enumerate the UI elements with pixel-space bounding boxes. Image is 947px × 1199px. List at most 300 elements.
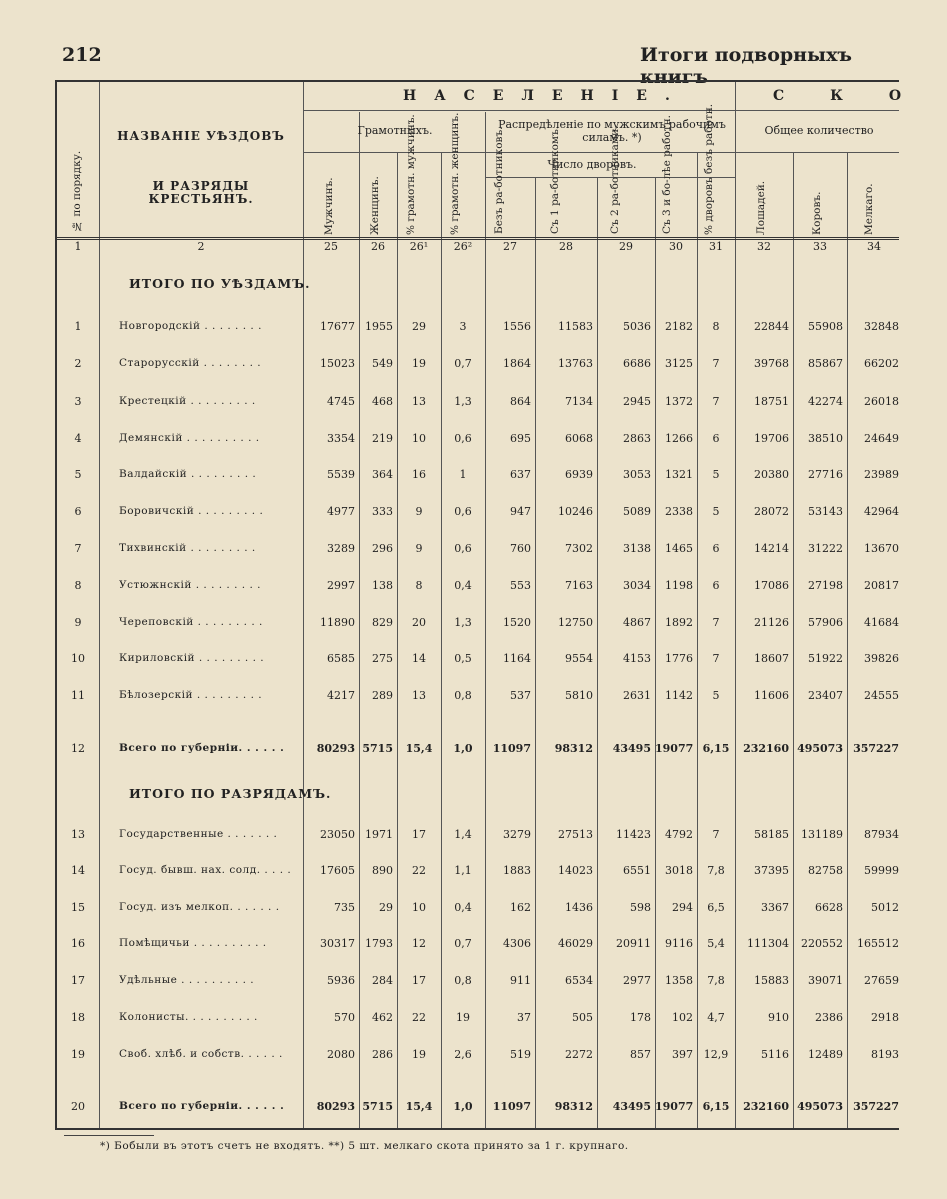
table-cell: 20817 — [864, 579, 899, 592]
table-cell: 1793 — [365, 937, 393, 950]
table-cell: 6534 — [565, 974, 593, 987]
col-number: 28 — [559, 240, 573, 253]
section-title-uezd: ИТОГО ПО УѢЗДАМЪ. — [129, 276, 311, 291]
header-total-qty: Общее количество — [764, 124, 874, 137]
table-cell: 38510 — [808, 432, 843, 445]
table-cell: 1864 — [503, 357, 531, 370]
table-cell: 1971 — [365, 828, 393, 841]
table-cell: 1142 — [665, 689, 693, 702]
table-cell: 1,0 — [453, 742, 473, 755]
table-cell: 80293 — [316, 1100, 355, 1113]
table-cell: 910 — [768, 1011, 789, 1024]
table-cell: 289 — [372, 689, 393, 702]
table-cell: 4745 — [327, 395, 355, 408]
table-cell: 0,7 — [454, 357, 472, 370]
table-cell: 2,6 — [454, 1048, 472, 1061]
table-cell: 1520 — [503, 616, 531, 629]
table-cell: 6939 — [565, 468, 593, 481]
row-number: 5 — [74, 468, 82, 481]
table-cell: 27659 — [864, 974, 899, 987]
table-cell: 0,6 — [454, 542, 472, 555]
row-name: Кириловскій . . . . . . . . . — [119, 652, 265, 664]
table-cell: 695 — [510, 432, 531, 445]
row-name: Тихвинскій . . . . . . . . . — [119, 542, 256, 554]
table-cell: 333 — [372, 505, 393, 518]
table-cell: 55908 — [808, 320, 843, 333]
header-pct-men: % грамотн. мужчинъ. — [405, 114, 417, 235]
header-name-line2: И РАЗРЯДЫ КРЕСТЬЯНЪ. — [148, 179, 254, 206]
table-cell: 39071 — [808, 974, 843, 987]
row-number: 15 — [71, 901, 85, 914]
table-cell: 18751 — [754, 395, 789, 408]
table-cell: 19 — [412, 357, 426, 370]
table-cell: 41684 — [864, 616, 899, 629]
table-cell: 911 — [510, 974, 531, 987]
header-cows: Коровъ. — [811, 191, 823, 235]
table-cell: 39826 — [864, 652, 899, 665]
col-number: 30 — [669, 240, 683, 253]
table-cell: 26018 — [864, 395, 899, 408]
table-cell: 570 — [334, 1011, 355, 1024]
table-cell: 10 — [412, 432, 426, 445]
table-cell: 82758 — [808, 864, 843, 877]
table-cell: 735 — [334, 901, 355, 914]
table-cell: 6,15 — [702, 1100, 730, 1113]
table-cell: 9 — [415, 505, 423, 518]
table-cell: 10 — [412, 901, 426, 914]
table-cell: 42274 — [808, 395, 843, 408]
row-name: Крестецкій . . . . . . . . . — [119, 395, 256, 407]
table-cell: 5 — [712, 468, 720, 481]
table-cell: 5715 — [362, 1100, 393, 1113]
table-cell: 1372 — [665, 395, 693, 408]
table-cell: 2997 — [327, 579, 355, 592]
table-cell: 357227 — [853, 1100, 899, 1113]
table-cell: 0,5 — [454, 652, 472, 665]
table-cell: 17 — [412, 974, 426, 987]
table-cell: 0,4 — [454, 901, 472, 914]
table-cell: 66202 — [864, 357, 899, 370]
table-cell: 18607 — [754, 652, 789, 665]
table-cell: 22844 — [754, 320, 789, 333]
row-number: 10 — [71, 652, 85, 665]
table-cell: 6628 — [815, 901, 843, 914]
table-cell: 4977 — [327, 505, 355, 518]
table-cell: 15023 — [320, 357, 355, 370]
table-cell: 462 — [372, 1011, 393, 1024]
table-cell: 1,4 — [454, 828, 472, 841]
table-cell: 11423 — [616, 828, 651, 841]
table-cell: 8193 — [871, 1048, 899, 1061]
row-divider — [303, 110, 899, 111]
row-name: Госуд. бывш. нах. солд. . . . . — [119, 864, 292, 876]
table-cell: 10246 — [558, 505, 593, 518]
row-name: Валдайскій . . . . . . . . . — [119, 468, 257, 480]
table-cell: 3279 — [503, 828, 531, 841]
table-cell: 58185 — [754, 828, 789, 841]
row-number: 12 — [71, 742, 85, 755]
table-cell: 1892 — [665, 616, 693, 629]
section-title-category: ИТОГО ПО РАЗРЯДАМЪ. — [129, 786, 332, 801]
table-cell: 23989 — [864, 468, 899, 481]
table-cell: 864 — [510, 395, 531, 408]
table-cell: 2918 — [871, 1011, 899, 1024]
table-cell: 11890 — [320, 616, 355, 629]
table-cell: 2338 — [665, 505, 693, 518]
table-cell: 2631 — [623, 689, 651, 702]
table-cell: 13763 — [558, 357, 593, 370]
table-cell: 11583 — [558, 320, 593, 333]
table-cell: 5116 — [761, 1048, 789, 1061]
table-cell: 28072 — [754, 505, 789, 518]
table-cell: 42964 — [864, 505, 899, 518]
table-cell: 1436 — [565, 901, 593, 914]
table-cell: 637 — [510, 468, 531, 481]
header-yards: Число дворовъ. — [547, 158, 637, 171]
header-name-line1: НАЗВАНІЕ УѢЗДОВЪ — [117, 129, 285, 143]
row-number: 14 — [71, 864, 85, 877]
row-number: 19 — [71, 1048, 85, 1061]
table-cell: 5936 — [327, 974, 355, 987]
table-cell: 4792 — [665, 828, 693, 841]
table-cell: 80293 — [316, 742, 355, 755]
table-cell: 3289 — [327, 542, 355, 555]
table-cell: 2386 — [815, 1011, 843, 1024]
table-cell: 232160 — [743, 742, 789, 755]
row-number: 18 — [71, 1011, 85, 1024]
table-cell: 357227 — [853, 742, 899, 755]
table-cell: 13670 — [864, 542, 899, 555]
running-title: Итоги подворныхъ книгъ — [640, 44, 853, 88]
table-cell: 17605 — [320, 864, 355, 877]
table-cell: 23407 — [808, 689, 843, 702]
table-cell: 16 — [412, 468, 426, 481]
row-name: Демянскій . . . . . . . . . . — [119, 432, 260, 444]
table-cell: 6 — [712, 432, 720, 445]
col-number: 1 — [74, 240, 82, 253]
table-cell: 3354 — [327, 432, 355, 445]
row-name: Новгородскій . . . . . . . . — [119, 320, 262, 332]
table-cell: 598 — [630, 901, 651, 914]
table-cell: 24555 — [864, 689, 899, 702]
table-cell: 6 — [712, 579, 720, 592]
table-cell: 5810 — [565, 689, 593, 702]
table-cell: 20911 — [616, 937, 651, 950]
table-cell: 13 — [412, 689, 426, 702]
row-number: 8 — [74, 579, 82, 592]
row-name: Старорусскій . . . . . . . . — [119, 357, 262, 369]
table-cell: 46029 — [558, 937, 593, 950]
col-number: 25 — [324, 240, 338, 253]
table-cell: 7134 — [565, 395, 593, 408]
table-cell: 4306 — [503, 937, 531, 950]
table-cell: 9 — [415, 542, 423, 555]
table-cell: 857 — [630, 1048, 651, 1061]
table-cell: 364 — [372, 468, 393, 481]
table-cell: 890 — [372, 864, 393, 877]
table-cell: 6686 — [623, 357, 651, 370]
table-cell: 5089 — [623, 505, 651, 518]
table-cell: 111304 — [747, 937, 789, 950]
row-name: Устюжнскій . . . . . . . . . — [119, 579, 261, 591]
table-cell: 59999 — [864, 864, 899, 877]
table-cell: 98312 — [554, 1100, 593, 1113]
table-cell: 43495 — [612, 742, 651, 755]
table-cell: 27198 — [808, 579, 843, 592]
page-number: 212 — [62, 44, 102, 66]
row-name: Своб. хлѣб. и собств. . . . . . — [119, 1048, 283, 1060]
header-small: Мелкаго. — [863, 183, 875, 235]
table-cell: 519 — [510, 1048, 531, 1061]
table-cell: 22 — [412, 1011, 426, 1024]
table-cell: 505 — [572, 1011, 593, 1024]
table-cell: 7 — [712, 395, 720, 408]
table-cell: 2977 — [623, 974, 651, 987]
table-cell: 11097 — [492, 1100, 531, 1113]
table-cell: 43495 — [612, 1100, 651, 1113]
table-cell: 102 — [672, 1011, 693, 1024]
table-cell: 23050 — [320, 828, 355, 841]
table-cell: 1164 — [503, 652, 531, 665]
table-cell: 1321 — [665, 468, 693, 481]
table-cell: 5012 — [871, 901, 899, 914]
row-number: 20 — [71, 1100, 85, 1113]
table-cell: 178 — [630, 1011, 651, 1024]
table-cell: 0,6 — [454, 505, 472, 518]
table-cell: 1883 — [503, 864, 531, 877]
table-cell: 6,5 — [707, 901, 725, 914]
table-cell: 4867 — [623, 616, 651, 629]
table-cell: 275 — [372, 652, 393, 665]
header-pct-women: % грамотн. женщинъ. — [449, 112, 461, 235]
table-cell: 8 — [415, 579, 423, 592]
table-cell: 12 — [412, 937, 426, 950]
table-cell: 5,4 — [707, 937, 725, 950]
table-cell: 11606 — [754, 689, 789, 702]
table-cell: 7,8 — [707, 864, 725, 877]
table-cell: 947 — [510, 505, 531, 518]
table-cell: 537 — [510, 689, 531, 702]
table-cell: 7163 — [565, 579, 593, 592]
table-cell: 19077 — [655, 742, 694, 755]
table-cell: 14023 — [558, 864, 593, 877]
row-number: 7 — [74, 542, 82, 555]
table-cell: 9116 — [665, 937, 693, 950]
table-cell: 131189 — [801, 828, 843, 841]
table-cell: 1 — [459, 468, 467, 481]
table-cell: 296 — [372, 542, 393, 555]
table-cell: 5036 — [623, 320, 651, 333]
table-cell: 13 — [412, 395, 426, 408]
table-cell: 1556 — [503, 320, 531, 333]
row-number: 3 — [74, 395, 82, 408]
table-cell: 21126 — [754, 616, 789, 629]
header-population: НАСЕЛЕНІЕ. — [403, 88, 688, 104]
row-number: 1 — [74, 320, 82, 333]
col-number: 33 — [813, 240, 827, 253]
row-number: 16 — [71, 937, 85, 950]
table-cell: 0,8 — [454, 974, 472, 987]
table-cell: 98312 — [554, 742, 593, 755]
table-cell: 14 — [412, 652, 426, 665]
row-name: Бѣлозерскій . . . . . . . . . — [119, 689, 263, 701]
table-cell: 1,0 — [453, 1100, 473, 1113]
table-cell: 286 — [372, 1048, 393, 1061]
row-name: Госуд. изъ мелкоп. . . . . . . — [119, 901, 280, 913]
table-cell: 17086 — [754, 579, 789, 592]
table-cell: 27716 — [808, 468, 843, 481]
table-cell: 7 — [712, 652, 720, 665]
table-cell: 15,4 — [405, 1100, 433, 1113]
table-cell: 1,3 — [454, 616, 472, 629]
table-cell: 6551 — [623, 864, 651, 877]
row-number: 13 — [71, 828, 85, 841]
table-cell: 2272 — [565, 1048, 593, 1061]
table-cell: 0,6 — [454, 432, 472, 445]
table-cell: 495073 — [797, 742, 843, 755]
table-cell: 5715 — [362, 742, 393, 755]
table-cell: 37 — [517, 1011, 531, 1024]
row-name: Помѣщичьи . . . . . . . . . . — [119, 937, 267, 949]
table-cell: 31222 — [808, 542, 843, 555]
table-cell: 6 — [712, 542, 720, 555]
row-number: 11 — [71, 689, 85, 702]
header-pct-yards: % дворовъ безъ работн. — [703, 103, 715, 235]
table-cell: 11097 — [492, 742, 531, 755]
table-cell: 4,7 — [707, 1011, 725, 1024]
table-cell: 5 — [712, 689, 720, 702]
table-cell: 20380 — [754, 468, 789, 481]
col-number: 27 — [503, 240, 517, 253]
statistics-table — [55, 80, 947, 1130]
table-cell: 1776 — [665, 652, 693, 665]
col-number: 26¹ — [409, 240, 429, 253]
table-cell: 138 — [372, 579, 393, 592]
col-number: 29 — [619, 240, 633, 253]
footnote: *) Бобыли въ этотъ счетъ не входятъ. **) 5 шт. мелкаго скота принято за 1 г. крупнаго. — [100, 1140, 629, 1152]
table-cell: 7 — [712, 357, 720, 370]
table-cell: 32848 — [864, 320, 899, 333]
table-cell: 51922 — [808, 652, 843, 665]
table-cell: 1358 — [665, 974, 693, 987]
table-cell: 12,9 — [703, 1048, 729, 1061]
row-name: Государственные . . . . . . . — [119, 828, 278, 840]
col-number: 2 — [197, 240, 205, 253]
table-cell: 2080 — [327, 1048, 355, 1061]
row-number: 6 — [74, 505, 82, 518]
table-cell: 5539 — [327, 468, 355, 481]
table-cell: 4217 — [327, 689, 355, 702]
table-cell: 8 — [712, 320, 720, 333]
table-cell: 19706 — [754, 432, 789, 445]
header-women: Женщинъ. — [369, 176, 381, 235]
table-cell: 22 — [412, 864, 426, 877]
table-cell: 1,3 — [454, 395, 472, 408]
table-cell: 15,4 — [405, 742, 433, 755]
table-cell: 57906 — [808, 616, 843, 629]
table-cell: 3018 — [665, 864, 693, 877]
table-cell: 1266 — [665, 432, 693, 445]
table-cell: 0,7 — [454, 937, 472, 950]
table-cell: 12750 — [558, 616, 593, 629]
table-cell: 7302 — [565, 542, 593, 555]
table-cell: 5 — [712, 505, 720, 518]
table-cell: 17 — [412, 828, 426, 841]
table-cell: 0,8 — [454, 689, 472, 702]
table-cell: 1465 — [665, 542, 693, 555]
row-divider — [303, 152, 899, 153]
table-cell: 20 — [412, 616, 426, 629]
table-cell: 19 — [412, 1048, 426, 1061]
row-name: Боровичскій . . . . . . . . . — [119, 505, 264, 517]
table-cell: 553 — [510, 579, 531, 592]
row-number: 9 — [74, 616, 82, 629]
table-cell: 220552 — [801, 937, 843, 950]
table-cell: 3367 — [761, 901, 789, 914]
table-cell: 87934 — [864, 828, 899, 841]
row-name: Колонисты. . . . . . . . . . — [119, 1011, 258, 1023]
table-cell: 2945 — [623, 395, 651, 408]
header-two-workers: Съ 2 ра-ботниками. — [609, 125, 621, 234]
col-number: 32 — [757, 240, 771, 253]
table-cell: 0,4 — [454, 579, 472, 592]
row-name: Череповскій . . . . . . . . . — [119, 616, 263, 628]
header-men: Мужчинъ. — [323, 177, 335, 235]
row-number: 4 — [74, 432, 82, 445]
header-livestock: СКО — [773, 88, 947, 104]
header-one-worker: Съ 1 ра-ботникомъ. — [549, 125, 561, 234]
table-cell: 12489 — [808, 1048, 843, 1061]
table-cell: 30317 — [320, 937, 355, 950]
table-cell: 1,1 — [454, 864, 472, 877]
header-literate: Грамотныхъ. — [357, 124, 433, 137]
table-cell: 15883 — [754, 974, 789, 987]
table-cell: 232160 — [743, 1100, 789, 1113]
row-name: Всего по губерніи. . . . . . — [119, 1100, 285, 1112]
table-cell: 3138 — [623, 542, 651, 555]
table-cell: 29 — [379, 901, 393, 914]
table-cell: 7 — [712, 616, 720, 629]
table-cell: 468 — [372, 395, 393, 408]
table-cell: 397 — [672, 1048, 693, 1061]
table-cell: 1955 — [365, 320, 393, 333]
table-cell: 3 — [459, 320, 467, 333]
header-distribution: Распредѣленіе по мужскимъ рабочимъ силамъ. *) — [498, 118, 726, 144]
table-cell: 162 — [510, 901, 531, 914]
table-cell: 4153 — [623, 652, 651, 665]
row-number: 17 — [71, 974, 85, 987]
table-cell: 14214 — [754, 542, 789, 555]
table-cell: 2182 — [665, 320, 693, 333]
table-cell: 6,15 — [702, 742, 730, 755]
table-cell: 1198 — [665, 579, 693, 592]
table-cell: 165512 — [857, 937, 899, 950]
table-cell: 294 — [672, 901, 693, 914]
table-cell: 7 — [712, 828, 720, 841]
table-cell: 2863 — [623, 432, 651, 445]
table-cell: 85867 — [808, 357, 843, 370]
table-cell: 495073 — [797, 1100, 843, 1113]
row-number: 2 — [74, 357, 82, 370]
table-cell: 19077 — [655, 1100, 694, 1113]
table-cell: 829 — [372, 616, 393, 629]
table-cell: 9554 — [565, 652, 593, 665]
table-cell: 17677 — [320, 320, 355, 333]
col-number: 34 — [867, 240, 881, 253]
table-cell: 3053 — [623, 468, 651, 481]
table-cell: 19 — [456, 1011, 470, 1024]
table-cell: 6585 — [327, 652, 355, 665]
